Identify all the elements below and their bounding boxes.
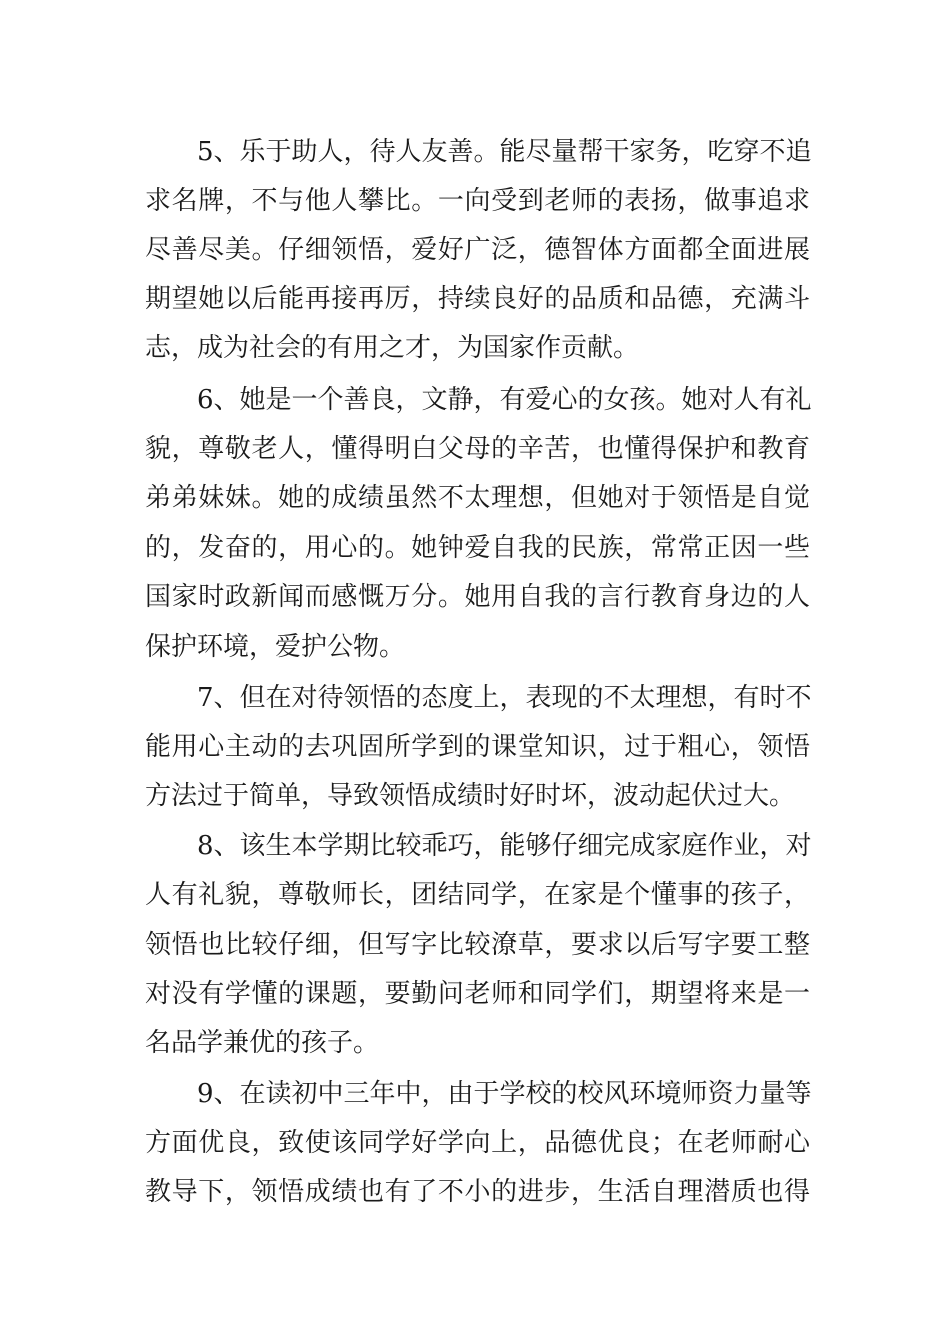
paragraph-5-line-5: 志，成为社会的有用之才，为国家作贡献。 bbox=[145, 333, 640, 363]
paragraph-6-line-2: 貌，尊敬老人，懂得明白父母的辛苦，也懂得保护和教育 bbox=[145, 434, 810, 464]
paragraph-7-line-3: 方法过于简单，导致领悟成绩时好时坏，波动起伏过大。 bbox=[145, 781, 796, 811]
paragraph-8-line-3: 领悟也比较仔细，但写字比较潦草，要求以后写字要工整 bbox=[145, 930, 810, 960]
paragraph-9-line-3: 教导下，领悟成绩也有了不小的进步，生活自理潜质也得 bbox=[145, 1177, 810, 1207]
paragraph-7-line-1: 7、但在对待领悟的态度上，表现的不太理想，有时不 bbox=[197, 683, 812, 713]
paragraph-6-line-5: 国家时政新闻而感慨万分。她用自我的言行教育身边的人 bbox=[145, 582, 810, 612]
paragraph-8-line-2: 人有礼貌，尊敬师长，团结同学，在家是个懂事的孩子， bbox=[145, 880, 810, 910]
paragraph-9-line-2: 方面优良，致使该同学好学向上，品德优良；在老师耐心 bbox=[145, 1128, 810, 1158]
paragraph-8-line-1: 8、该生本学期比较乖巧，能够仔细完成家庭作业，对 bbox=[197, 831, 812, 861]
paragraph-9-line-1: 9、在读初中三年中，由于学校的校风环境师资力量等 bbox=[197, 1079, 812, 1109]
paragraph-6-line-1: 6、她是一个善良，文静，有爱心的女孩。她对人有礼 bbox=[197, 385, 812, 415]
paragraph-5-line-3: 尽善尽美。仔细领悟，爱好广泛，德智体方面都全面进展 bbox=[145, 235, 810, 265]
paragraph-5-line-1: 5、乐于助人，待人友善。能尽量帮干家务，吃穿不追 bbox=[197, 137, 812, 167]
paragraph-6-line-3: 弟弟妹妹。她的成绩虽然不太理想，但她对于领悟是自觉 bbox=[145, 483, 810, 513]
paragraph-7-line-2: 能用心主动的去巩固所学到的课堂知识，过于粗心，领悟 bbox=[145, 732, 810, 762]
paragraph-6-line-4: 的，发奋的，用心的。她钟爱自我的民族，常常正因一些 bbox=[145, 533, 810, 563]
paragraph-5-line-4: 期望她以后能再接再厉，持续良好的品质和品德，充满斗 bbox=[145, 284, 810, 314]
paragraph-5-line-2: 求名牌，不与他人攀比。一向受到老师的表扬，做事追求 bbox=[145, 186, 810, 216]
paragraph-8-line-5: 名品学兼优的孩子。 bbox=[145, 1028, 380, 1058]
paragraph-6-line-6: 保护环境，爱护公物。 bbox=[145, 632, 406, 662]
paragraph-8-line-4: 对没有学懂的课题，要勤问老师和同学们，期望将来是一 bbox=[145, 979, 810, 1009]
